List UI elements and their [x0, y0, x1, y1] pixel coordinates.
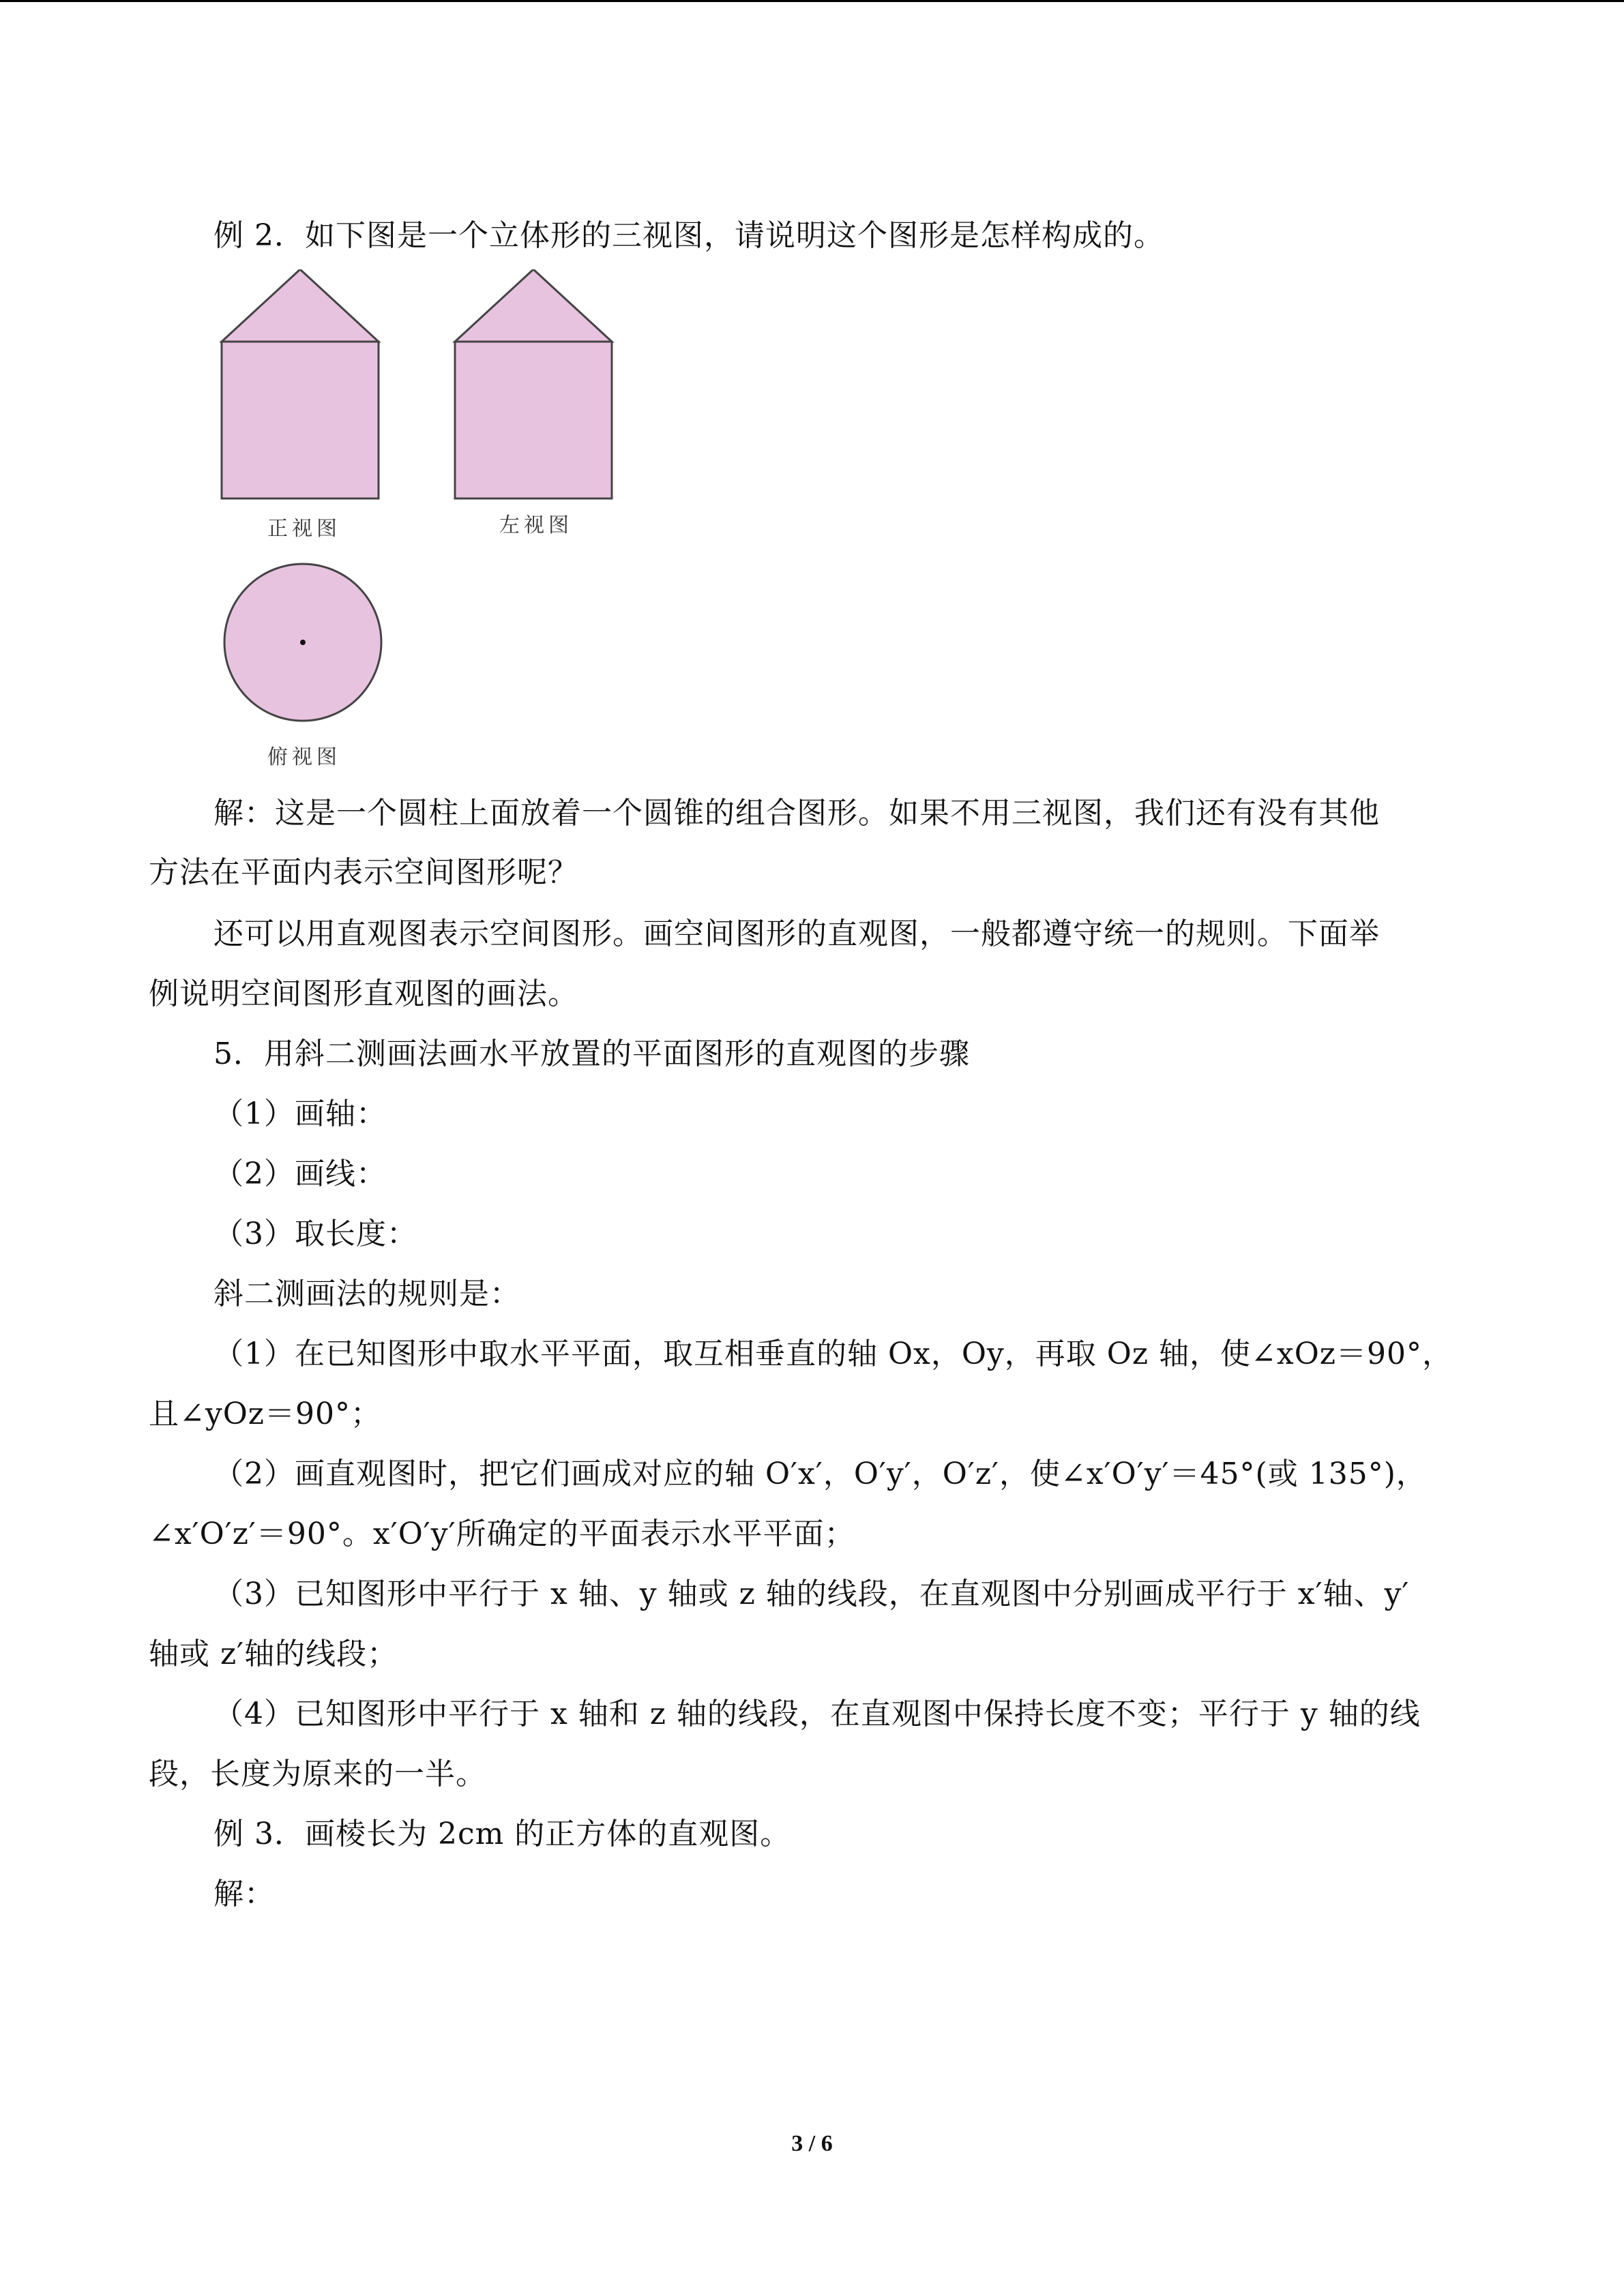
left-view-caption: 左视图	[499, 513, 573, 537]
solution-line-2: 方法在平面内表示空间图形呢？	[149, 855, 578, 890]
top-view	[224, 564, 381, 721]
left-view-cylinder	[455, 342, 612, 498]
rule-2-line-1: （2）画直观图时，把它们画成对应的轴 O′x′，O′y′，O′z′，使∠x′O′y′＝45°(或 135°)，	[213, 1457, 1427, 1491]
top-border	[0, 0, 1624, 2]
example3-question: 例 3．画棱长为 2cm 的正方体的直观图。	[213, 1817, 791, 1851]
example3-solution: 解：	[213, 1877, 275, 1911]
front-view-cone	[222, 269, 379, 342]
rule-1-line-1: （1）在已知图形中取水平平面，取互相垂直的轴 Ox，Oy，再取 Oz 轴，使∠xOz＝90°，	[213, 1337, 1453, 1371]
rule-3-line-1: （3）已知图形中平行于 x 轴、y 轴或 z 轴的线段，在直观图中分别画成平行于 x′轴、y′	[213, 1577, 1410, 1611]
rule-4-line-1: （4）已知图形中平行于 x 轴和 z 轴的线段，在直观图中保持长度不变；平行于 y 轴的线	[213, 1697, 1421, 1731]
left-view	[455, 269, 612, 498]
section-5-heading: 5．用斜二测画法画水平放置的平面图形的直观图的步骤	[213, 1037, 970, 1071]
intro-line-2: 例说明空间图形直观图的画法。	[149, 976, 578, 1011]
rule-1-line-2: 且∠yOz＝90°；	[149, 1397, 381, 1431]
front-view-cylinder	[222, 342, 379, 498]
example2-question: 例 2．如下图是一个立体形的三视图，请说明这个图形是怎样构成的。	[213, 218, 1164, 253]
step-2: （2）画线：	[213, 1157, 387, 1191]
page-number: 3 / 6	[791, 2131, 833, 2156]
intro-line-1: 还可以用直观图表示空间图形。画空间图形的直观图，一般都遵守统一的规则。下面举	[213, 916, 1380, 951]
rules-title: 斜二测画法的规则是：	[213, 1277, 520, 1311]
top-view-apex-dot	[300, 640, 306, 645]
three-view-figure	[205, 269, 641, 788]
rule-4-line-2: 段，长度为原来的一半。	[149, 1757, 486, 1791]
front-view	[222, 269, 379, 498]
step-3: （3）取长度：	[213, 1217, 417, 1251]
rule-2-line-2: ∠x′O′z′＝90°。x′O′y′所确定的平面表示水平平面；	[149, 1517, 855, 1551]
top-view-caption: 俯视图	[267, 745, 341, 769]
front-view-caption: 正视图	[267, 517, 341, 541]
left-view-cone	[455, 269, 612, 342]
rule-3-line-2: 轴或 z′轴的线段；	[149, 1637, 398, 1671]
step-1: （1）画轴：	[213, 1097, 387, 1131]
solution-line-1: 解：这是一个圆柱上面放着一个圆锥的组合图形。如果不用三视图，我们还有没有其他	[213, 796, 1380, 831]
